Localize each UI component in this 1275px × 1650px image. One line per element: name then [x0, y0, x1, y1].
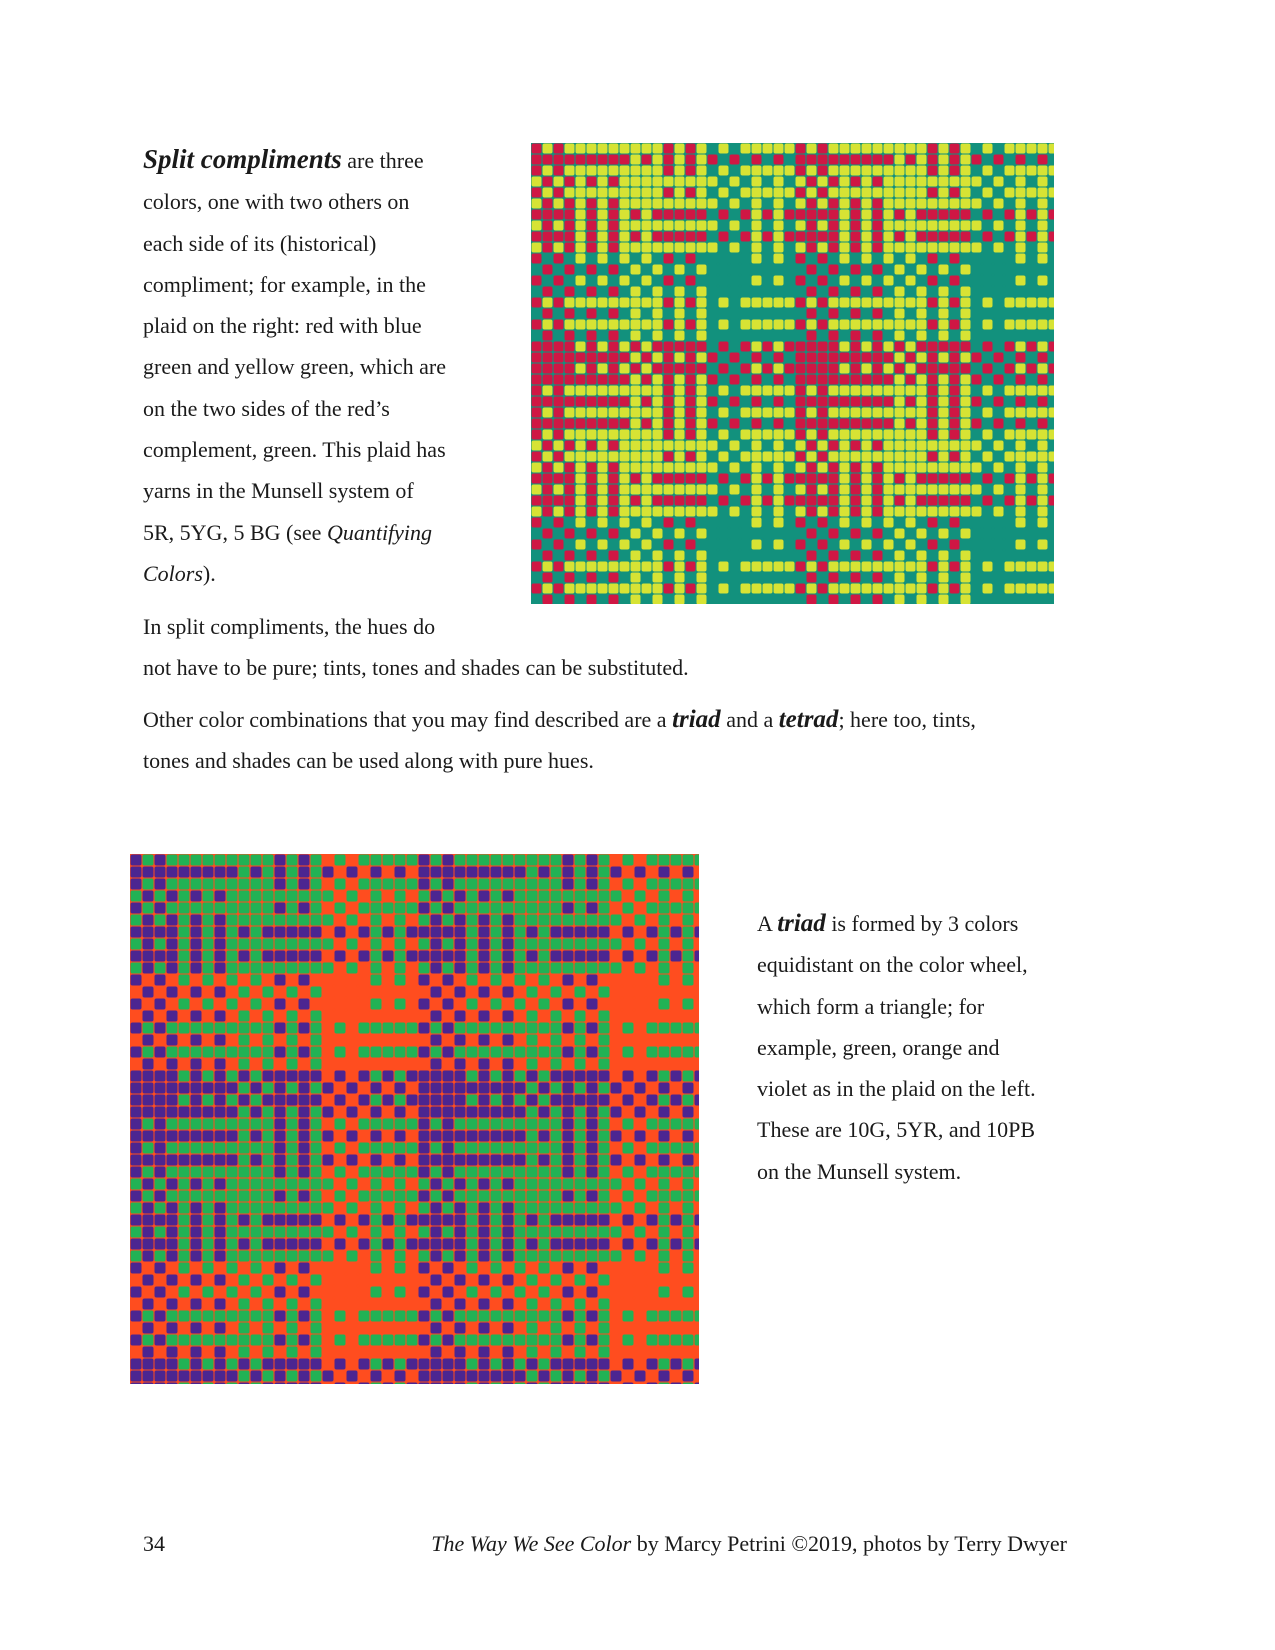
triad-term: triad — [777, 910, 826, 937]
split-compliments-term: Split compliments — [143, 144, 342, 174]
triad-text — [757, 903, 1117, 1192]
split-line: yarns in the Munsell system of — [143, 478, 414, 504]
triad-line: on the Munsell system. — [757, 1158, 962, 1184]
triad-line: equidistant on the color wheel, — [757, 952, 1028, 978]
triad-lead-line: A triad is formed by 3 colors — [757, 910, 1019, 937]
tetrad-term: tetrad — [778, 706, 839, 733]
split-lead-line: Split compliments are three — [143, 144, 424, 174]
split-paragraph-2: In split compliments, the hues do not have to be pure; tints, tones and shades can be substituted. — [143, 614, 689, 681]
footer-credit: The Way We See Color by Marcy Petrini ©2019, photos by Terry Dwyer — [431, 1531, 1067, 1556]
split-munsell-line: 5R, 5YG, 5 BG (see Quantifying — [143, 519, 433, 545]
split-line: each side of its (historical) — [143, 230, 377, 256]
split-line: green and yellow green, which are — [143, 354, 446, 380]
triad-line: violet as in the plaid on the left. — [757, 1076, 1036, 1102]
split-line: colors, one with two others on — [143, 189, 410, 215]
triad-line: These are 10G, 5YR, and 10PB — [757, 1117, 1036, 1143]
page-number: 34 — [143, 1531, 165, 1556]
split-colors-line: Colors). — [143, 560, 216, 586]
split-line: complement, green. This plaid has — [143, 437, 446, 463]
other-combinations-paragraph: Other color combinations that you may find described are a triad and a tetrad; here too, tints, tones and shades can be used along with pure hues. — [143, 706, 976, 774]
split-line: on the two sides of the red’s — [143, 395, 390, 421]
triad-term: triad — [672, 706, 721, 733]
split-compliments-text — [143, 139, 513, 594]
quantifying-link-text: Quantifying — [326, 519, 433, 545]
triad-line: example, green, orange and — [757, 1034, 1000, 1060]
split-line: compliment; for example, in the — [143, 271, 426, 297]
book-title: The Way We See Color — [431, 1531, 632, 1556]
split-compliment-plaid-photo — [531, 143, 1054, 604]
split-line: plaid on the right: red with blue — [143, 313, 422, 339]
triad-plaid-photo — [130, 854, 699, 1384]
triad-line: which form a triangle; for — [757, 993, 985, 1019]
